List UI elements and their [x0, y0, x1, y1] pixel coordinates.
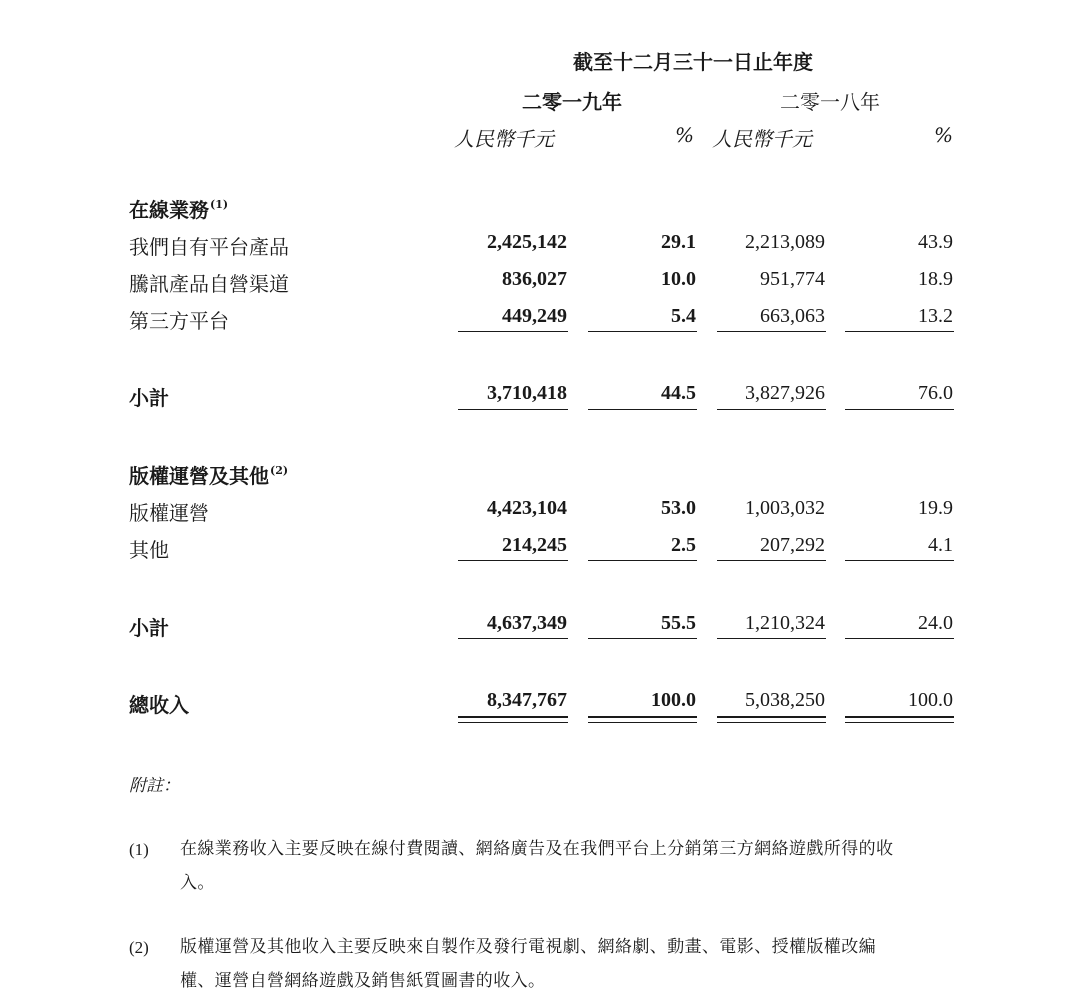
underline-divider	[588, 638, 697, 639]
underline-divider	[845, 331, 954, 332]
total-label: 總收入	[129, 693, 189, 717]
pct-2019: 53.0	[661, 497, 696, 519]
subtotal-label: 小計	[129, 386, 169, 410]
copyright-section-title	[129, 460, 288, 489]
underline-divider	[845, 638, 954, 639]
period-header: 截至十二月三十一日止年度	[573, 50, 813, 74]
value-2018: 207,292	[760, 534, 825, 556]
pct-2018: 13.2	[918, 305, 953, 327]
underline-divider	[717, 331, 826, 332]
value-2019: 214,245	[502, 534, 567, 556]
value-2018: 3,827,926	[745, 382, 825, 404]
underline-divider	[458, 560, 568, 561]
pct-2018: 24.0	[918, 612, 953, 634]
underline-divider	[588, 331, 697, 332]
pct-2018: 76.0	[918, 382, 953, 404]
unit-rmb-2019: 人民幣千元	[454, 127, 554, 151]
subtotal-label: 小計	[129, 616, 169, 640]
footnote-line: 版權運營及其他收入主要反映來自製作及發行電視劇、網絡劇、動畫、電影、授權版權改編	[180, 937, 876, 957]
value-2018: 5,038,250	[745, 689, 825, 711]
value-2018: 2,213,089	[745, 231, 825, 253]
value-2019: 836,027	[502, 268, 567, 290]
underline-divider	[458, 331, 568, 332]
copyright-section-label: 版權運營及其他	[129, 464, 269, 488]
pct-2018: 19.9	[918, 497, 953, 519]
note-ref-1: (1)	[210, 198, 229, 211]
pct-2019: 10.0	[661, 268, 696, 290]
footnote-mark: (1)	[129, 840, 149, 859]
value-2018: 951,774	[760, 268, 825, 290]
pct-2019: 5.4	[671, 305, 696, 327]
pct-2018: 18.9	[918, 268, 953, 290]
value-2019: 4,637,349	[487, 612, 567, 634]
pct-2018: 43.9	[918, 231, 953, 253]
year-2019-header: 二零一九年	[522, 90, 622, 114]
unit-pct-2018: %	[934, 123, 954, 147]
online-section-title	[129, 194, 228, 223]
row-label: 版權運營	[129, 501, 209, 525]
value-2018: 1,210,324	[745, 612, 825, 634]
underline-divider	[845, 409, 954, 410]
pct-2018: 100.0	[908, 689, 953, 711]
row-label: 第三方平台	[129, 309, 229, 333]
pct-2019: 2.5	[671, 534, 696, 556]
unit-rmb-2018: 人民幣千元	[712, 127, 812, 151]
footnote-line: 在線業務收入主要反映在線付費閱讀、網絡廣告及在我們平台上分銷第三方網絡遊戲所得的收	[180, 839, 894, 859]
pct-2019: 55.5	[661, 612, 696, 634]
value-2019: 8,347,767	[487, 689, 567, 711]
underline-divider	[588, 560, 697, 561]
row-label: 其他	[129, 538, 169, 562]
value-2019: 449,249	[502, 305, 567, 327]
footnote-line: 權、運營自營網絡遊戲及銷售紙質圖書的收入。	[180, 971, 546, 991]
underline-divider	[458, 638, 568, 639]
value-2019: 2,425,142	[487, 231, 567, 253]
underline-divider	[458, 409, 568, 410]
online-section-label: 在線業務	[129, 198, 209, 222]
row-label: 我們自有平台產品	[129, 235, 289, 259]
pct-2019: 100.0	[651, 689, 696, 711]
unit-pct-2019: %	[675, 123, 695, 147]
pct-2018: 4.1	[928, 534, 953, 556]
footnote-mark: (2)	[129, 938, 149, 957]
value-2018: 1,003,032	[745, 497, 825, 519]
value-2019: 4,423,104	[487, 497, 567, 519]
pct-2019: 29.1	[661, 231, 696, 253]
double-underline	[588, 716, 697, 723]
footnote-line: 入。	[180, 873, 215, 893]
underline-divider	[845, 560, 954, 561]
row-label: 騰訊產品自營渠道	[129, 272, 289, 296]
notes-title: 附註：	[129, 776, 180, 796]
pct-2019: 44.5	[661, 382, 696, 404]
underline-divider	[717, 560, 826, 561]
value-2018: 663,063	[760, 305, 825, 327]
double-underline	[845, 716, 954, 723]
note-ref-2: (2)	[270, 464, 289, 477]
value-2019: 3,710,418	[487, 382, 567, 404]
double-underline	[717, 716, 826, 723]
year-2018-header: 二零一八年	[780, 90, 880, 114]
underline-divider	[717, 409, 826, 410]
double-underline	[458, 716, 568, 723]
underline-divider	[588, 409, 697, 410]
underline-divider	[717, 638, 826, 639]
